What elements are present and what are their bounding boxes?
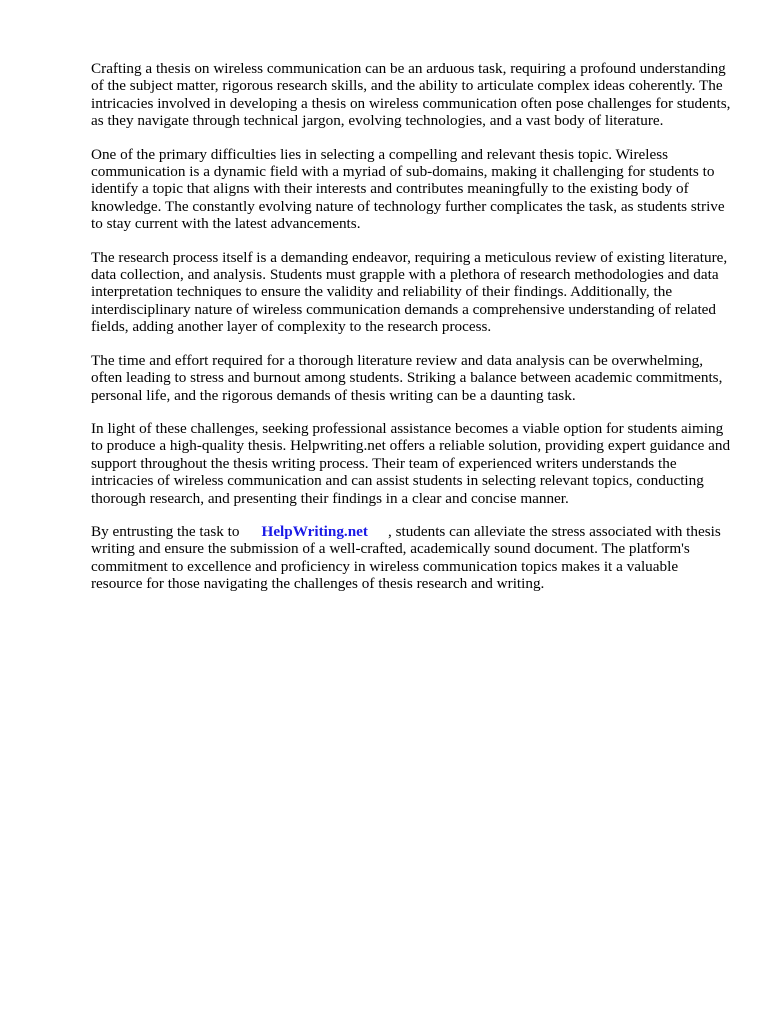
- paragraph-professional-assistance: In light of these challenges, seeking professional assistance becomes a viable option for students aiming to produce a high-quality thesis. Helpwriting.net offers a reliable solution, providing expert guidance and support throughout the thesis writing process. Their team of experienced writers understands the intricacies of wireless communication and can assist students in selecting relevant topics, conducting thorough research, and presenting their findings in a clear and concise manner.: [91, 419, 731, 507]
- paragraph-research-process: The research process itself is a demanding endeavor, requiring a meticulous review of existing literature, data collection, and analysis. Students must grapple with a plethora of research methodologies and data interpretation techniques to ensure the validity and reliability of their findings. Additionally, the interdisciplinary nature of wireless communication demands a comprehensive understanding of related fields, adding another layer of complexity to the research process.: [91, 248, 728, 336]
- paragraph-conclusion: [91, 523, 731, 593]
- paragraph-topic-selection: One of the primary difficulties lies in selecting a compelling and relevant thesis topic. Wireless communication is a dynamic field with a myriad of sub-domains, making it challenging for students to identify a topic that aligns with their interests and contributes meaningfully to the existing body of knowledge. The constantly evolving nature of technology further complicates the task, as students strive to stay current with the latest advancements.: [91, 145, 725, 233]
- document-body: [91, 60, 731, 609]
- paragraph-intro: Crafting a thesis on wireless communication can be an arduous task, requiring a profound understanding of the subject matter, rigorous research skills, and the ability to articulate complex ideas coherently. The intricacies involved in developing a thesis on wireless communication often pose challenges for students, as they navigate through technical jargon, evolving technologies, and a vast body of literature.: [91, 60, 731, 130]
- conclusion-lead-text: By entrusting the task to: [91, 522, 240, 540]
- conclusion-trailing-text: , students can alleviate the stress associated with thesis writing and ensure the submission of a well-crafted, academically sound document. The platform's commitment to excellence and proficiency in wireless communication topics makes it a valuable resource for those navigating the challenges of thesis research and writing.: [91, 522, 721, 593]
- helpwriting-link[interactable]: HelpWriting.net: [261, 522, 368, 540]
- paragraph-time-effort: The time and effort required for a thorough literature review and data analysis can be overwhelming, often leading to stress and burnout among students. Striking a balance between academic commitments, personal life, and the rigorous demands of thesis writing can be a daunting task.: [91, 351, 723, 404]
